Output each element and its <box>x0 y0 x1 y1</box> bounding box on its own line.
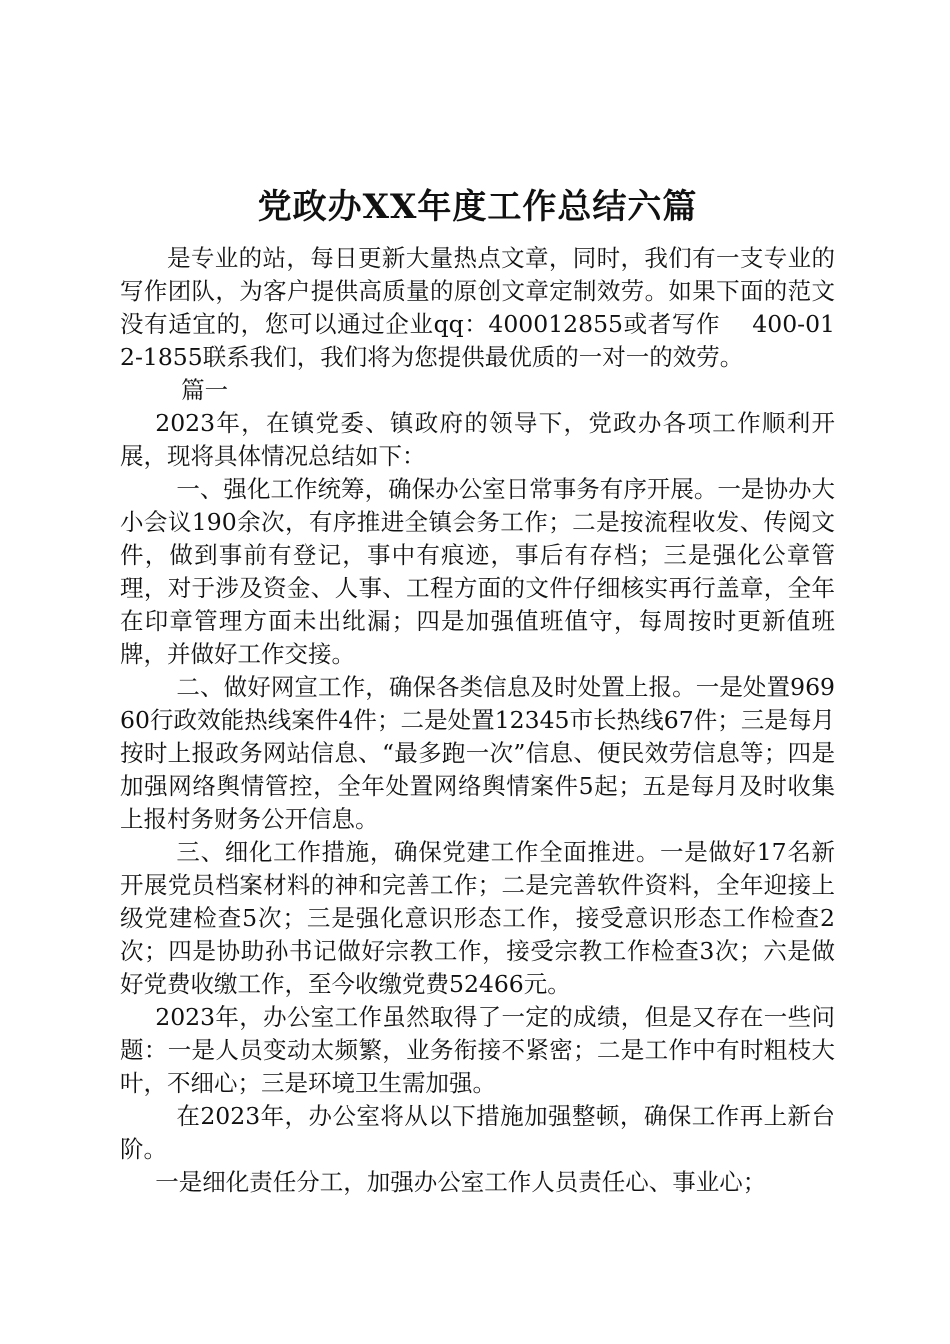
intro-paragraph: 是专业的站，每日更新大量热点文章，同时，我们有一支专业的写作团队，为客户提供高质量的原创文章定制效劳。如果下面的范文没有适宜的，您可以通过企业qq：400012855或者写作 400-012-1855联系我们，我们将为您提供最优质的一对一的效劳。 <box>120 244 835 371</box>
body-paragraph: 一、强化工作统筹，确保办公室日常事务有序开展。一是协办大小会议190余次，有序推进全镇会务工作；二是按流程收发、传阅文件，做到事前有登记，事中有痕迹，事后有存档；三是强化公章管理，对于涉及资金、人事、工程方面的文件仔细核实再行盖章，全年在印章管理方面未出纰漏；四是加强值班值守，每周按时更新值班牌，并做好工作交接。 <box>120 475 835 668</box>
document-page <box>120 178 835 1199</box>
document-title: 党政办XX年度工作总结六篇 <box>257 187 698 227</box>
body-paragraph: 二、做好网宣工作，确保各类信息及时处置上报。一是处置96960行政效能热线案件4件；二是处置12345市长热线67件；三是每月按时上报政务网站信息、“最多跑一次”信息、便民效劳信息等；四是加强网络舆情管控，全年处置网络舆情案件5起；五是每月及时收集上报村务财务公开信息。 <box>120 673 835 833</box>
body-paragraph: 2023年，办公室工作虽然取得了一定的成绩，但是又存在一些问题：一是人员变动太频繁，业务衔接不紧密；二是工作中有时粗枝大叶，不细心；三是环境卫生需加强。 <box>120 1003 835 1097</box>
section-label: 篇一 <box>181 376 229 404</box>
body-paragraph: 一是细化责任分工，加强办公室工作人员责任心、事业心； <box>155 1168 767 1196</box>
body-paragraph: 在2023年，办公室将从以下措施加强整顿，确保工作再上新台阶。 <box>120 1102 835 1163</box>
body-paragraph: 2023年，在镇党委、镇政府的领导下，党政办各项工作顺利开展，现将具体情况总结如下： <box>120 409 835 470</box>
body-paragraph: 三、细化工作措施，确保党建工作全面推进。一是做好17名新开展党员档案材料的神和完善工作；二是完善软件资料，全年迎接上级党建检查5次；三是强化意识形态工作，接受意识形态工作检查2次；四是协助孙书记做好宗教工作，接受宗教工作检查3次；六是做好党费收缴工作，至今收缴党费52466元。 <box>120 838 835 998</box>
